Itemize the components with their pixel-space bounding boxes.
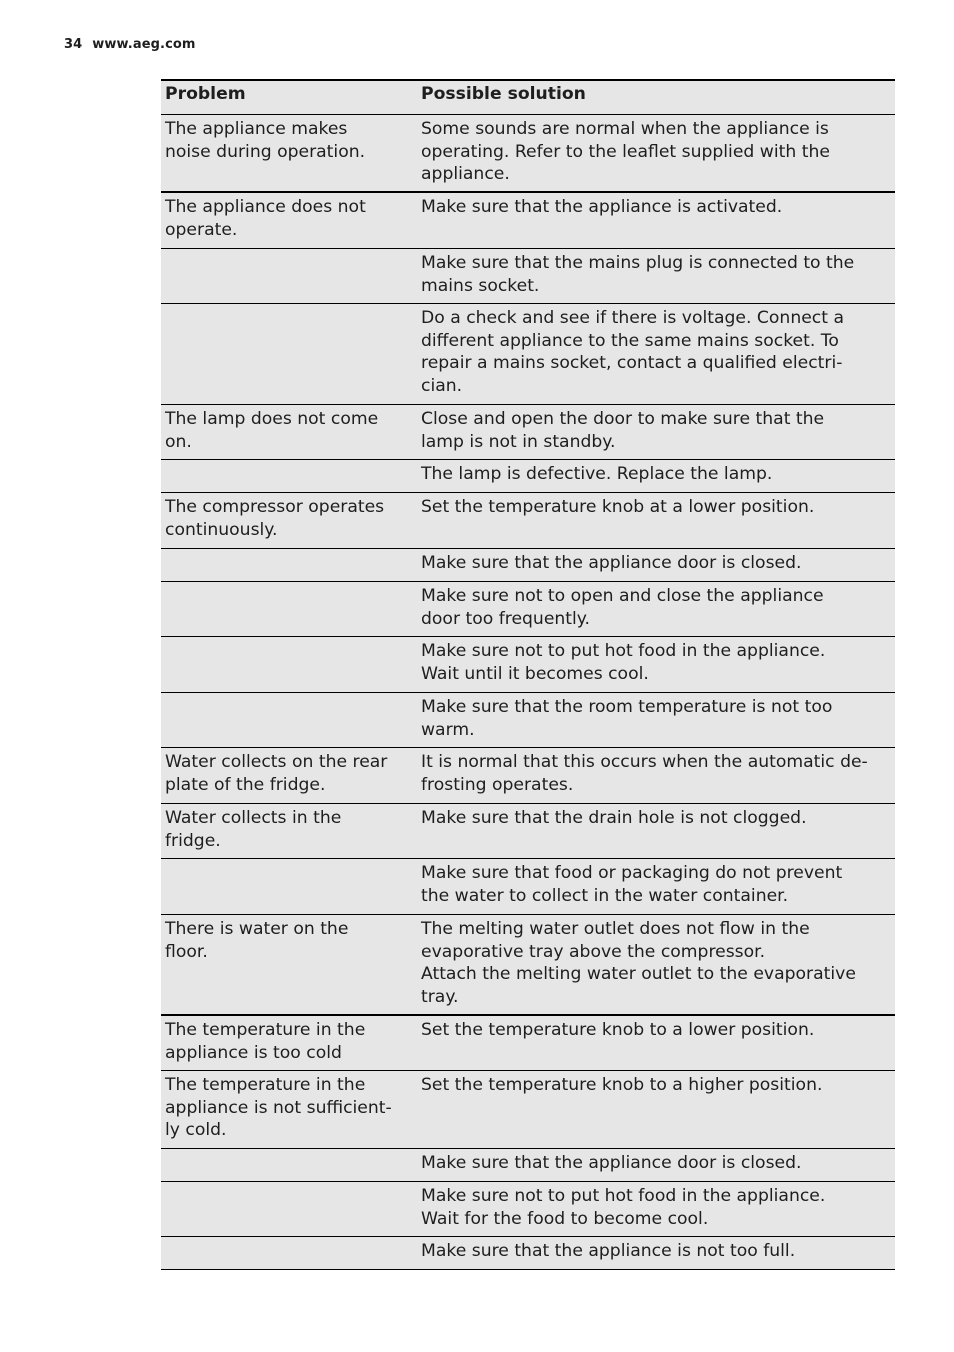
website-link[interactable]: www.aeg.com — [92, 37, 196, 52]
problem-cell — [161, 1182, 417, 1236]
table-row — [161, 193, 895, 249]
problem-cell — [161, 460, 417, 492]
troubleshooting-table — [161, 79, 895, 1270]
table-row — [161, 304, 895, 405]
table-row — [161, 915, 895, 1016]
table-row — [161, 405, 895, 460]
solution-cell: Make sure not to put hot food in the appliance. Wait until it becomes cool. — [421, 641, 826, 684]
table-row — [161, 859, 895, 915]
solution-cell: Make sure that the appliance is not too full. — [421, 1241, 796, 1261]
problem-cell: The compressor operates continuously. — [165, 497, 385, 540]
solution-cell: Make sure not to open and close the appliance door too frequently. — [421, 586, 824, 629]
table-row — [161, 249, 895, 304]
solution-cell: Make sure not to put hot food in the appliance. Wait for the food to become cool. — [421, 1186, 826, 1229]
solution-cell: Set the temperature knob to a higher position. — [421, 1075, 823, 1095]
table-row — [161, 115, 895, 193]
solution-cell: Set the temperature knob at a lower position. — [421, 497, 815, 517]
solution-cell: Set the temperature knob to a lower position. — [421, 1020, 815, 1040]
problem-cell: The appliance does not operate. — [165, 197, 366, 240]
table-row — [161, 1149, 895, 1182]
problem-cell: Water collects in the fridge. — [165, 808, 342, 851]
table-row — [161, 1237, 895, 1270]
problem-cell: The lamp does not come on. — [165, 409, 379, 452]
table-row — [161, 1182, 895, 1237]
table-row — [161, 748, 895, 804]
solution-cell: Make sure that the appliance door is closed. — [421, 1153, 802, 1173]
problem-cell: The appliance makes noise during operation. — [165, 119, 366, 162]
table-row — [161, 460, 895, 493]
column-header-solution: Possible solution — [421, 84, 586, 104]
solution-cell: Do a check and see if there is voltage. Connect a different appliance to the same mains socket. To repair a mains socket, contact a qualified electri- cian. — [421, 308, 844, 396]
solution-cell: It is normal that this occurs when the automatic de- frosting operates. — [421, 752, 868, 795]
table-row — [161, 804, 895, 859]
column-header-problem: Problem — [165, 84, 246, 104]
problem-cell — [161, 637, 417, 692]
problem-cell — [161, 249, 417, 303]
solution-cell: Make sure that the drain hole is not clogged. — [421, 808, 807, 828]
solution-cell: Some sounds are normal when the appliance is operating. Refer to the leaflet supplied with the appliance. — [421, 119, 830, 184]
solution-cell: The lamp is defective. Replace the lamp. — [421, 464, 773, 484]
table-row — [161, 693, 895, 748]
table-row — [161, 549, 895, 582]
table-header-row — [161, 81, 895, 115]
page-number: 34 — [64, 37, 83, 52]
problem-cell: Water collects on the rear plate of the fridge. — [165, 752, 388, 795]
problem-cell — [161, 549, 417, 581]
problem-cell: The temperature in the appliance is too cold — [165, 1020, 366, 1063]
problem-cell: The temperature in the appliance is not sufficient- ly cold. — [165, 1075, 392, 1140]
solution-cell: Make sure that the appliance is activated. — [421, 197, 783, 217]
page-header — [64, 37, 196, 52]
solution-cell: Close and open the door to make sure that the lamp is not in standby. — [421, 409, 825, 452]
solution-cell: The melting water outlet does not flow in the evaporative tray above the compressor. Attach the melting water outlet to the evaporative tray. — [421, 919, 856, 1007]
solution-cell: Make sure that food or packaging do not prevent the water to collect in the water container. — [421, 863, 843, 906]
problem-cell — [161, 304, 417, 404]
table-row — [161, 1071, 895, 1149]
problem-cell — [161, 693, 417, 747]
problem-cell: There is water on the floor. — [165, 919, 349, 962]
solution-cell: Make sure that the mains plug is connected to the mains socket. — [421, 253, 855, 296]
table-row — [161, 1016, 895, 1071]
table-row — [161, 493, 895, 549]
problem-cell — [161, 1237, 417, 1269]
problem-cell — [161, 1149, 417, 1181]
problem-cell — [161, 582, 417, 636]
problem-cell — [161, 859, 417, 914]
table-row — [161, 637, 895, 693]
solution-cell: Make sure that the room temperature is not too warm. — [421, 697, 833, 740]
solution-cell: Make sure that the appliance door is closed. — [421, 553, 802, 573]
table-row — [161, 582, 895, 637]
